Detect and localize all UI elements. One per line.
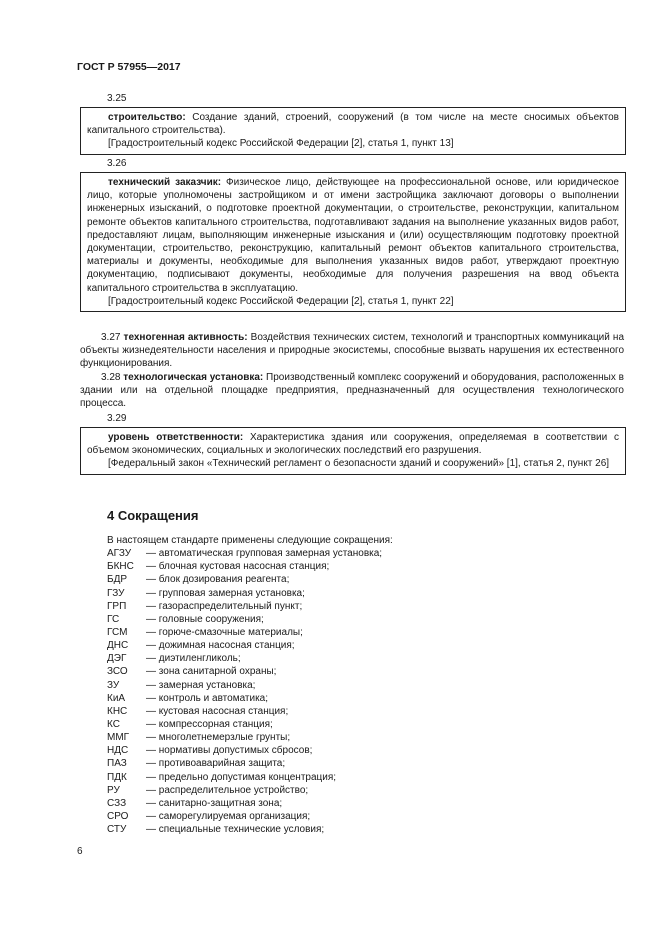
page-number: 6: [77, 846, 83, 857]
abbreviation-meaning: — дожимная насосная станция;: [146, 640, 295, 652]
abbreviation-meaning: — контроль и автоматика;: [146, 692, 269, 704]
abbreviation-meaning: — зона санитарной охраны;: [146, 666, 277, 678]
abbreviation: ГСМ: [107, 626, 128, 638]
abbreviation-item: [107, 731, 393, 744]
abbreviation-meaning: — специальные технические условия;: [146, 824, 325, 836]
abbreviation-meaning: — многолетнемерзлые грунты;: [146, 732, 291, 744]
term-3-27: [80, 331, 624, 371]
abbreviation: АГЗУ: [107, 548, 132, 560]
term-source: [Федеральный закон «Технический регламент о безопасности зданий и сооружений» [1], статья 2, пункт 26]: [108, 458, 610, 470]
abbreviation: РУ: [107, 784, 120, 796]
term-box-3-26: [80, 172, 626, 312]
term-3-28: [80, 371, 624, 411]
abbreviation-meaning: — автоматическая групповая замерная установка;: [146, 548, 383, 560]
abbreviation-item: [107, 652, 393, 665]
term-name: технологическая установка:: [123, 372, 264, 383]
abbreviation-meaning: — замерная установка;: [146, 679, 256, 691]
abbreviation-meaning: — горюче-смазочные материалы;: [146, 626, 303, 638]
abbreviation-item: [107, 587, 393, 600]
abbreviation-item: [107, 705, 393, 718]
abbreviation-item: [107, 718, 393, 731]
abbreviation: ГРП: [107, 600, 127, 612]
abbreviation-meaning: — кустовая насосная станция;: [146, 705, 289, 717]
abbreviation: КиА: [107, 692, 126, 704]
term-number: 3.25: [107, 93, 127, 104]
abbreviation: СЗЗ: [107, 797, 127, 809]
abbreviation-meaning: — распределительное устройство;: [146, 784, 309, 796]
abbreviation: ДНС: [107, 640, 129, 652]
abbreviation-item: [107, 810, 393, 823]
abbreviation: ЗСО: [107, 666, 128, 678]
abbreviation-item: [107, 665, 393, 678]
abbreviation-meaning: — блок дозирования реагента;: [146, 574, 290, 586]
abbreviation-item: [107, 797, 393, 810]
term-box-3-25: [80, 107, 626, 155]
abbreviation-item: [107, 784, 393, 797]
term-number: 3.29: [107, 413, 127, 424]
abbreviation: БКНС: [107, 561, 134, 573]
document-header: ГОСТ Р 57955—2017: [77, 61, 181, 73]
abbreviation-meaning: — диэтиленгликоль;: [146, 653, 241, 665]
term-definition: Характеристика здания или сооружения, определяемая в соответствии с объемом экономических, социальных и экологических последствий его разрушения.: [87, 432, 620, 457]
abbreviation: ДЭГ: [107, 653, 127, 665]
abbreviation-item: [107, 600, 393, 613]
term-definition: Создание зданий, строений, сооружений (в том числе на месте сносимых объектов капитального строительства).: [87, 112, 619, 137]
abbreviation: БДР: [107, 574, 128, 586]
term-source: [Градостроительный кодекс Российской Федерации [2], статья 1, пункт 13]: [108, 138, 454, 150]
abbreviation: ЗУ: [107, 679, 120, 691]
abbreviation-item: [107, 744, 393, 757]
abbreviation-meaning: — компрессорная станция;: [146, 718, 273, 730]
abbreviation-meaning: — санитарно-защитная зона;: [146, 797, 283, 809]
abbreviation: НДС: [107, 745, 129, 757]
abbreviation-item: [107, 613, 393, 626]
abbreviation-item: [107, 757, 393, 770]
abbreviation: КС: [107, 718, 120, 730]
abbreviation-intro: В настоящем стандарте применены следующие сокращения:: [107, 535, 393, 546]
term-name: строительство:: [108, 112, 186, 123]
abbreviation-item: [107, 679, 393, 692]
term-name: уровень ответственности:: [108, 432, 244, 443]
term-source: [Градостроительный кодекс Российской Федерации [2], статья 1, пункт 22]: [108, 295, 454, 307]
abbreviation-meaning: — предельно допустимая концентрация;: [146, 771, 337, 783]
term-definition: Физическое лицо, действующее на профессиональной основе, или юридическое лицо, которые уполномочены застройщиком и от имени застройщика заключают договоры о выполнении инженерных изысканий, о подготовке проектной документации, о строительстве, реконструкции, капитальном ремонте объектов капитального строительства, подготавливают задания на выполнение указанных видов работ, предоставляют лицам, выполняющим инженерные изыскания и (или) осуществляющим подготовку проектной документации, строительство, реконструкцию, капитальный ремонт объектов капитального строительства, материалы и документы, необходимые для выполнения указанных видов работ, утверждают проектную документацию, подписывают документы, необходимые для получения разрешения на ввод объекта капитального строительства в эксплуатацию.: [87, 177, 619, 294]
term-definition: Производственный комплекс сооружений и оборудования, расположенных в здании или на отдельной площадке предприятия, предназначенный для осуществления технологического процесса.: [80, 372, 624, 410]
term-name: техногенная активность:: [123, 332, 248, 343]
abbreviation-item: [107, 547, 393, 560]
abbreviation-item: [107, 771, 393, 784]
abbreviation-item: [107, 560, 393, 573]
abbreviation-meaning: — противоаварийная защита;: [146, 758, 286, 770]
abbreviation: ММГ: [107, 732, 130, 744]
abbreviation-meaning: — групповая замерная установка;: [146, 587, 305, 599]
term-number: 3.28: [101, 372, 121, 383]
abbreviation: ПДК: [107, 771, 127, 783]
abbreviation-item: [107, 639, 393, 652]
abbreviation-meaning: — саморегулируемая организация;: [146, 810, 311, 822]
abbreviation-item: [107, 823, 393, 836]
abbreviation-item: [107, 573, 393, 586]
term-definition: Воздействия технических систем, технологий и транспортных коммуникаций на объекты жизнедеятельности населения и природные экосистемы, способные вызвать нарушения их естественного функционирования.: [80, 332, 625, 370]
term-number: 3.27: [101, 332, 121, 343]
abbreviation: СРО: [107, 810, 129, 822]
abbreviation-item: [107, 626, 393, 639]
abbreviation: КНС: [107, 705, 128, 717]
abbreviation: ПАЗ: [107, 758, 127, 770]
term-box-3-29: [80, 427, 626, 475]
term-name: технический заказчик:: [108, 177, 222, 188]
abbreviation-meaning: — блочная кустовая насосная станция;: [146, 561, 330, 573]
abbreviation-meaning: — нормативы допустимых сбросов;: [146, 745, 313, 757]
term-number: 3.26: [107, 158, 127, 169]
abbreviation-meaning: — газораспределительный пункт;: [146, 600, 303, 612]
section-title: 4 Сокращения: [107, 508, 199, 523]
abbreviation: ГЗУ: [107, 587, 125, 599]
abbreviation: СТУ: [107, 824, 127, 836]
abbreviation-list: [107, 534, 393, 836]
abbreviation-item: [107, 692, 393, 705]
abbreviation: ГС: [107, 613, 120, 625]
abbreviation-meaning: — головные сооружения;: [146, 613, 264, 625]
